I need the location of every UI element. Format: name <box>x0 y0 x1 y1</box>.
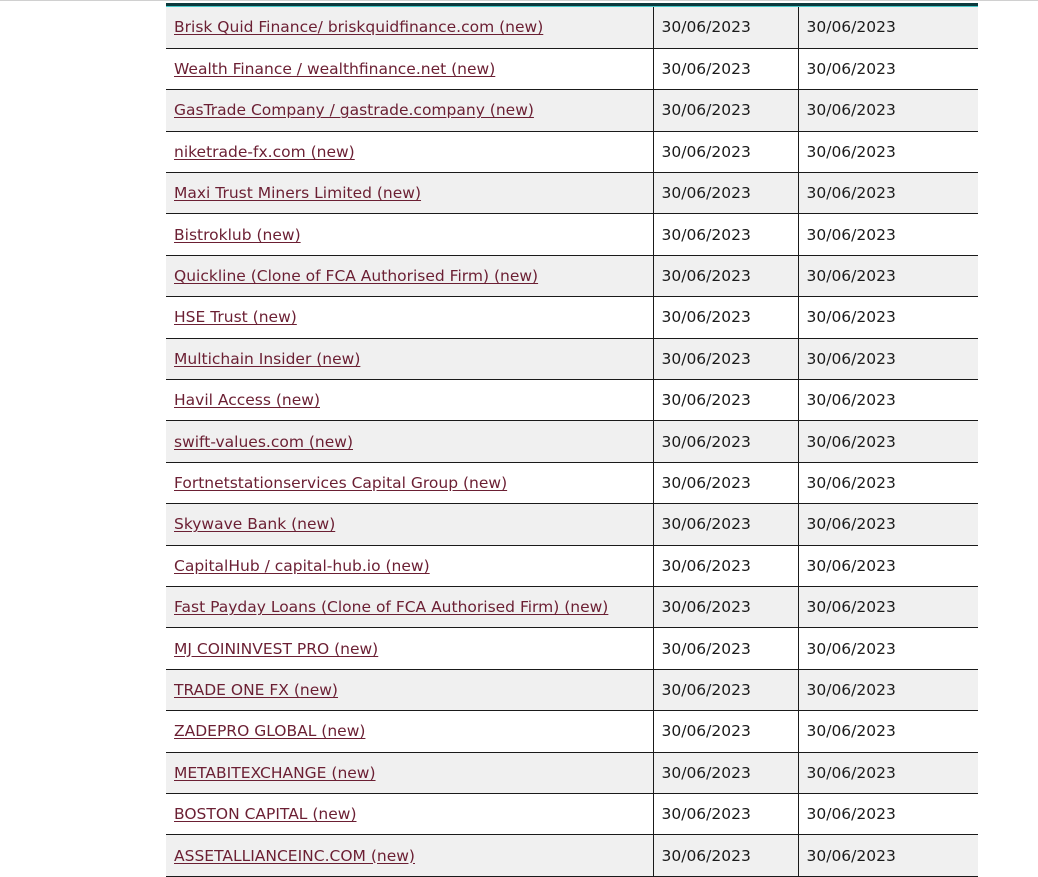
firm-link[interactable]: swift-values.com (new) <box>174 432 353 451</box>
date-updated-cell: 30/06/2023 <box>798 214 978 255</box>
date-updated-cell: 30/06/2023 <box>798 48 978 89</box>
date-added-cell: 30/06/2023 <box>653 7 798 48</box>
firm-name-cell <box>166 669 653 710</box>
table-row <box>166 48 978 89</box>
table-body <box>166 7 978 876</box>
firm-name-cell <box>166 214 653 255</box>
date-added-cell: 30/06/2023 <box>653 504 798 545</box>
date-added-cell: 30/06/2023 <box>653 90 798 131</box>
date-updated-cell: 30/06/2023 <box>798 173 978 214</box>
firm-link[interactable]: Quickline (Clone of FCA Authorised Firm) (new) <box>174 267 539 286</box>
firm-link[interactable]: Bistroklub (new) <box>174 225 301 244</box>
date-updated-cell: 30/06/2023 <box>798 545 978 586</box>
date-updated-cell: 30/06/2023 <box>798 793 978 834</box>
firm-name-cell <box>166 90 653 131</box>
firm-link[interactable]: Brisk Quid Finance/ briskquidfinance.com (new) <box>174 18 544 37</box>
firm-link[interactable]: Multichain Insider (new) <box>174 349 361 368</box>
table-row <box>166 338 978 379</box>
table-row <box>166 752 978 793</box>
table-row <box>166 421 978 462</box>
date-added-cell: 30/06/2023 <box>653 586 798 627</box>
table-row <box>166 793 978 834</box>
firm-name-cell <box>166 380 653 421</box>
date-updated-cell: 30/06/2023 <box>798 835 978 876</box>
date-added-cell: 30/06/2023 <box>653 48 798 89</box>
date-added-cell: 30/06/2023 <box>653 297 798 338</box>
firm-name-cell <box>166 131 653 172</box>
firm-link[interactable]: Fast Payday Loans (Clone of FCA Authorised Firm) (new) <box>174 598 609 617</box>
firm-link[interactable]: Skywave Bank (new) <box>174 515 336 534</box>
firm-link[interactable]: HSE Trust (new) <box>174 308 297 327</box>
table-row <box>166 504 978 545</box>
table-row <box>166 131 978 172</box>
date-added-cell: 30/06/2023 <box>653 711 798 752</box>
date-updated-cell: 30/06/2023 <box>798 752 978 793</box>
firm-link[interactable]: Wealth Finance / wealthfinance.net (new) <box>174 60 496 79</box>
table-row <box>166 380 978 421</box>
firm-link[interactable]: MJ COININVEST PRO (new) <box>174 639 379 658</box>
date-updated-cell: 30/06/2023 <box>798 297 978 338</box>
firm-name-cell <box>166 338 653 379</box>
date-added-cell: 30/06/2023 <box>653 421 798 462</box>
table-row <box>166 835 978 876</box>
firm-name-cell <box>166 462 653 503</box>
firm-name-cell <box>166 504 653 545</box>
date-added-cell: 30/06/2023 <box>653 835 798 876</box>
firm-name-cell <box>166 173 653 214</box>
date-added-cell: 30/06/2023 <box>653 669 798 710</box>
date-updated-cell: 30/06/2023 <box>798 628 978 669</box>
date-added-cell: 30/06/2023 <box>653 214 798 255</box>
firm-link[interactable]: Fortnetstationservices Capital Group (new) <box>174 473 508 492</box>
table-row <box>166 214 978 255</box>
firm-link[interactable]: GasTrade Company / gastrade.company (new) <box>174 101 534 120</box>
firm-link[interactable]: CapitalHub / capital-hub.io (new) <box>174 556 430 575</box>
table-row <box>166 545 978 586</box>
date-added-cell: 30/06/2023 <box>653 628 798 669</box>
firms-table <box>166 7 978 877</box>
firm-link[interactable]: ASSETALLIANCEINC.COM (new) <box>174 846 415 865</box>
firm-link[interactable]: Maxi Trust Miners Limited (new) <box>174 184 422 203</box>
firm-name-cell <box>166 7 653 48</box>
table-row <box>166 711 978 752</box>
table-row <box>166 586 978 627</box>
firm-link[interactable]: ZADEPRO GLOBAL (new) <box>174 722 366 741</box>
table-row <box>166 297 978 338</box>
firm-name-cell <box>166 711 653 752</box>
table-row <box>166 7 978 48</box>
table-row <box>166 173 978 214</box>
date-updated-cell: 30/06/2023 <box>798 462 978 503</box>
date-updated-cell: 30/06/2023 <box>798 421 978 462</box>
date-added-cell: 30/06/2023 <box>653 793 798 834</box>
firm-link[interactable]: TRADE ONE FX (new) <box>174 680 338 699</box>
date-added-cell: 30/06/2023 <box>653 380 798 421</box>
date-added-cell: 30/06/2023 <box>653 545 798 586</box>
firm-name-cell <box>166 752 653 793</box>
firm-name-cell <box>166 255 653 296</box>
date-updated-cell: 30/06/2023 <box>798 90 978 131</box>
date-updated-cell: 30/06/2023 <box>798 380 978 421</box>
firm-name-cell <box>166 48 653 89</box>
date-updated-cell: 30/06/2023 <box>798 586 978 627</box>
date-updated-cell: 30/06/2023 <box>798 255 978 296</box>
date-added-cell: 30/06/2023 <box>653 338 798 379</box>
firm-name-cell <box>166 586 653 627</box>
warning-list-table <box>166 3 978 877</box>
date-updated-cell: 30/06/2023 <box>798 504 978 545</box>
date-added-cell: 30/06/2023 <box>653 173 798 214</box>
table-row <box>166 669 978 710</box>
date-added-cell: 30/06/2023 <box>653 255 798 296</box>
date-added-cell: 30/06/2023 <box>653 131 798 172</box>
page-top-divider <box>0 0 1038 1</box>
table-row <box>166 628 978 669</box>
date-updated-cell: 30/06/2023 <box>798 669 978 710</box>
table-row <box>166 255 978 296</box>
firm-link[interactable]: niketrade-fx.com (new) <box>174 142 355 161</box>
date-added-cell: 30/06/2023 <box>653 462 798 503</box>
table-row <box>166 90 978 131</box>
firm-name-cell <box>166 628 653 669</box>
date-updated-cell: 30/06/2023 <box>798 131 978 172</box>
firm-link[interactable]: BOSTON CAPITAL (new) <box>174 805 357 824</box>
firm-name-cell <box>166 545 653 586</box>
firm-link[interactable]: Havil Access (new) <box>174 391 320 410</box>
date-updated-cell: 30/06/2023 <box>798 711 978 752</box>
table-row <box>166 462 978 503</box>
firm-name-cell <box>166 835 653 876</box>
firm-name-cell <box>166 421 653 462</box>
firm-name-cell <box>166 793 653 834</box>
date-updated-cell: 30/06/2023 <box>798 7 978 48</box>
date-updated-cell: 30/06/2023 <box>798 338 978 379</box>
firm-name-cell <box>166 297 653 338</box>
firm-link[interactable]: METABITEXCHANGE (new) <box>174 763 376 782</box>
date-added-cell: 30/06/2023 <box>653 752 798 793</box>
